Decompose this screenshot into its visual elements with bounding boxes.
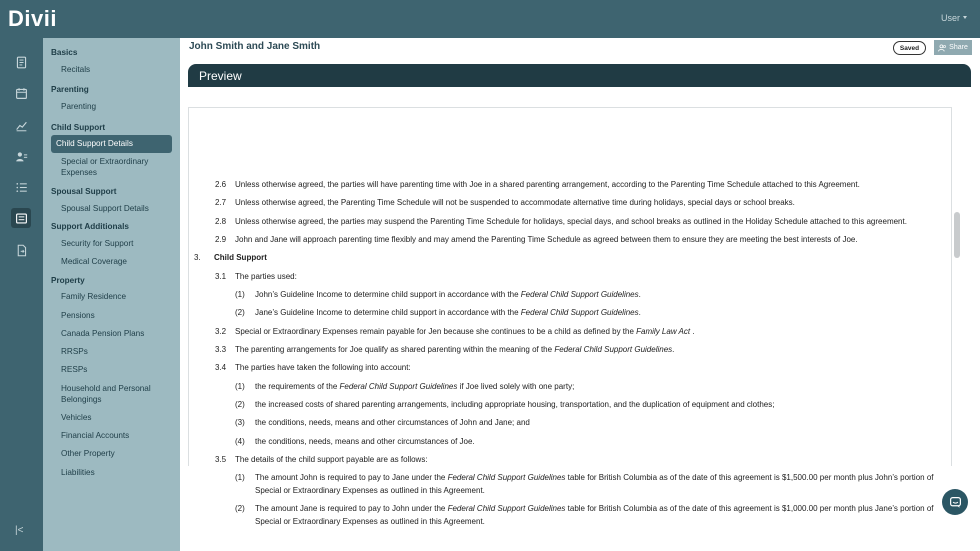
sidebar-section-property: Property — [51, 275, 85, 285]
clause-number: 2.7 — [215, 198, 227, 207]
clause-number: 3.2 — [215, 327, 227, 336]
subclause-number: (1) — [235, 382, 245, 391]
clause-number: 3.1 — [215, 272, 227, 281]
sidebar-section-support-additionals: Support Additionals — [51, 222, 129, 232]
clause-number: 3.5 — [215, 455, 227, 464]
clause-number: 2.8 — [215, 217, 227, 226]
subclause-number: (1) — [235, 290, 245, 299]
document-preview — [188, 107, 952, 526]
collapse-sidebar-icon[interactable]: |< — [15, 525, 24, 536]
clause-number: 2.9 — [215, 235, 227, 244]
sidebar-item-canada-pension-plans[interactable]: Canada Pension Plans — [61, 328, 145, 338]
export-icon[interactable] — [11, 240, 31, 260]
main-content — [180, 38, 980, 551]
subclause-number: (3) — [235, 418, 245, 427]
sidebar-item-security-for-support[interactable]: Security for Support — [61, 238, 134, 248]
clause-text: The details of the child support payable are as follows: — [235, 455, 428, 464]
subclause-number: (4) — [235, 437, 245, 446]
sidebar-item-financial-accounts[interactable]: Financial Accounts — [61, 431, 130, 441]
section-heading: Child Support — [214, 253, 267, 262]
sidebar-item-recitals[interactable]: Recitals — [61, 64, 91, 74]
sidebar-section-spousal-support: Spousal Support — [51, 187, 117, 197]
sidebar-item-rrsps[interactable]: RRSPs — [61, 347, 88, 357]
calendar-icon[interactable] — [11, 83, 31, 103]
sidebar-item-medical-coverage[interactable]: Medical Coverage — [61, 257, 127, 267]
sidebar-item-other-property[interactable]: Other Property — [61, 449, 115, 459]
subclause-text: Jane’s Guideline Income to determine child support in accordance with the Federal Child Support Guidelines. — [255, 308, 641, 317]
subclause-number: (2) — [235, 504, 245, 513]
sidebar — [43, 38, 180, 551]
share-button[interactable] — [934, 40, 972, 55]
share-label: Share — [949, 44, 968, 51]
clause-text: Unless otherwise agreed, the Parenting Time Schedule will not be suspended to accommodate alternative time during holidays, special days or school breaks. — [235, 198, 795, 207]
preview-title: Preview — [199, 69, 242, 83]
sidebar-item-special-expenses[interactable]: Special or Extraordinary Expenses — [61, 157, 149, 178]
subclause-text: The amount Jane is required to pay to John under the Federal Child Support Guidelines table for British Columbia as of the date of this agreement is $1,000.00 per month plus Jane’s portion of Special or Extraordinary Expenses as outlined in this Agreement. — [255, 504, 934, 526]
subclause-text: the requirements of the Federal Child Support Guidelines if Joe lived solely with one party; — [255, 382, 575, 391]
subclause-text: John’s Guideline Income to determine child support in accordance with the Federal Child Support Guidelines. — [255, 290, 641, 299]
subclause-text: The amount John is required to pay to Jane under the Federal Child Support Guidelines table for British Columbia as of the date of this agreement is $1,500.00 per month plus John’s portion of Special or Extraordinary Expenses as outlined in this Agreement. — [255, 473, 934, 495]
sidebar-item-spousal-support-details[interactable]: Spousal Support Details — [61, 203, 149, 213]
case-title: John Smith and Jane Smith — [189, 41, 321, 52]
subclause-number: (1) — [235, 473, 245, 482]
subclause-number: (2) — [235, 400, 245, 409]
sidebar-item-resps[interactable]: RESPs — [61, 365, 88, 375]
sidebar-item-family-residence[interactable]: Family Residence — [61, 292, 127, 302]
subclause-text: the conditions, needs, means and other circumstances of Joe. — [255, 437, 475, 446]
sidebar-section-basics: Basics — [51, 48, 78, 57]
clause-text: Special or Extraordinary Expenses remain payable for Jen because she continues to be a child as defined by the Family Law Act . — [235, 327, 695, 336]
agreement-icon[interactable] — [11, 208, 31, 228]
sidebar-item-child-support-details[interactable]: Child Support Details — [51, 135, 172, 153]
sidebar-section-parenting: Parenting — [51, 85, 89, 95]
top-bar — [0, 0, 980, 38]
chart-icon[interactable] — [11, 115, 31, 135]
clause-text: Unless otherwise agreed, the parties may suspend the Parenting Time Schedule for holidays, special days, and school breaks as outlined in the Holiday Schedule attached to this agreement. — [235, 217, 907, 226]
clause-text: The parenting arrangements for Joe qualify as shared parenting within the meaning of the Federal Child Support Guidelines. — [235, 345, 675, 354]
sidebar-section-child-support: Child Support — [51, 122, 106, 132]
sidebar-item-vehicles[interactable]: Vehicles — [61, 412, 92, 422]
chat-button[interactable] — [942, 489, 968, 515]
document-icon[interactable] — [11, 52, 31, 72]
subclause-text: the increased costs of shared parenting arrangements, including appropriate housing, transportation, and the duplication of equipment and clothes; — [255, 400, 775, 409]
clause-text: John and Jane will approach parenting time flexibly and may amend the Parenting Time Schedule as agreed between them to ensure they are meeting the best interests of Joe. — [235, 235, 858, 244]
icon-rail — [0, 38, 43, 551]
app-logo[interactable]: Divii — [8, 6, 57, 31]
sidebar-item-parenting[interactable]: Parenting — [61, 101, 97, 111]
clause-text: The parties used: — [235, 272, 297, 281]
clause-number: 3.3 — [215, 345, 227, 354]
sidebar-item-pensions[interactable]: Pensions — [61, 310, 95, 320]
user-menu[interactable]: User — [941, 13, 967, 23]
checklist-icon[interactable] — [11, 177, 31, 197]
people-icon[interactable] — [11, 146, 31, 166]
clause-text: Unless otherwise agreed, the parties will have parenting time with Joe in a shared parenting arrangement, according to the Parenting Time Schedule attached to this Agreement. — [235, 180, 860, 189]
section-number: 3. — [194, 253, 201, 262]
clause-text: The parties have taken the following into account: — [235, 363, 411, 372]
preview-header — [188, 64, 971, 87]
sidebar-item-liabilities[interactable]: Liabilities — [61, 467, 95, 477]
sidebar-item-household-belongings[interactable]: Household and Personal Belongings — [61, 383, 151, 404]
chat-icon — [949, 496, 962, 509]
saved-button[interactable]: Saved — [893, 41, 926, 55]
subclause-number: (2) — [235, 308, 245, 317]
clause-number: 2.6 — [215, 180, 227, 189]
document-scrollbar[interactable] — [954, 212, 960, 258]
share-people-icon — [938, 44, 947, 52]
clause-number: 3.4 — [215, 363, 227, 372]
subclause-text: the conditions, needs, means and other circumstances of John and Jane; and — [255, 418, 530, 427]
